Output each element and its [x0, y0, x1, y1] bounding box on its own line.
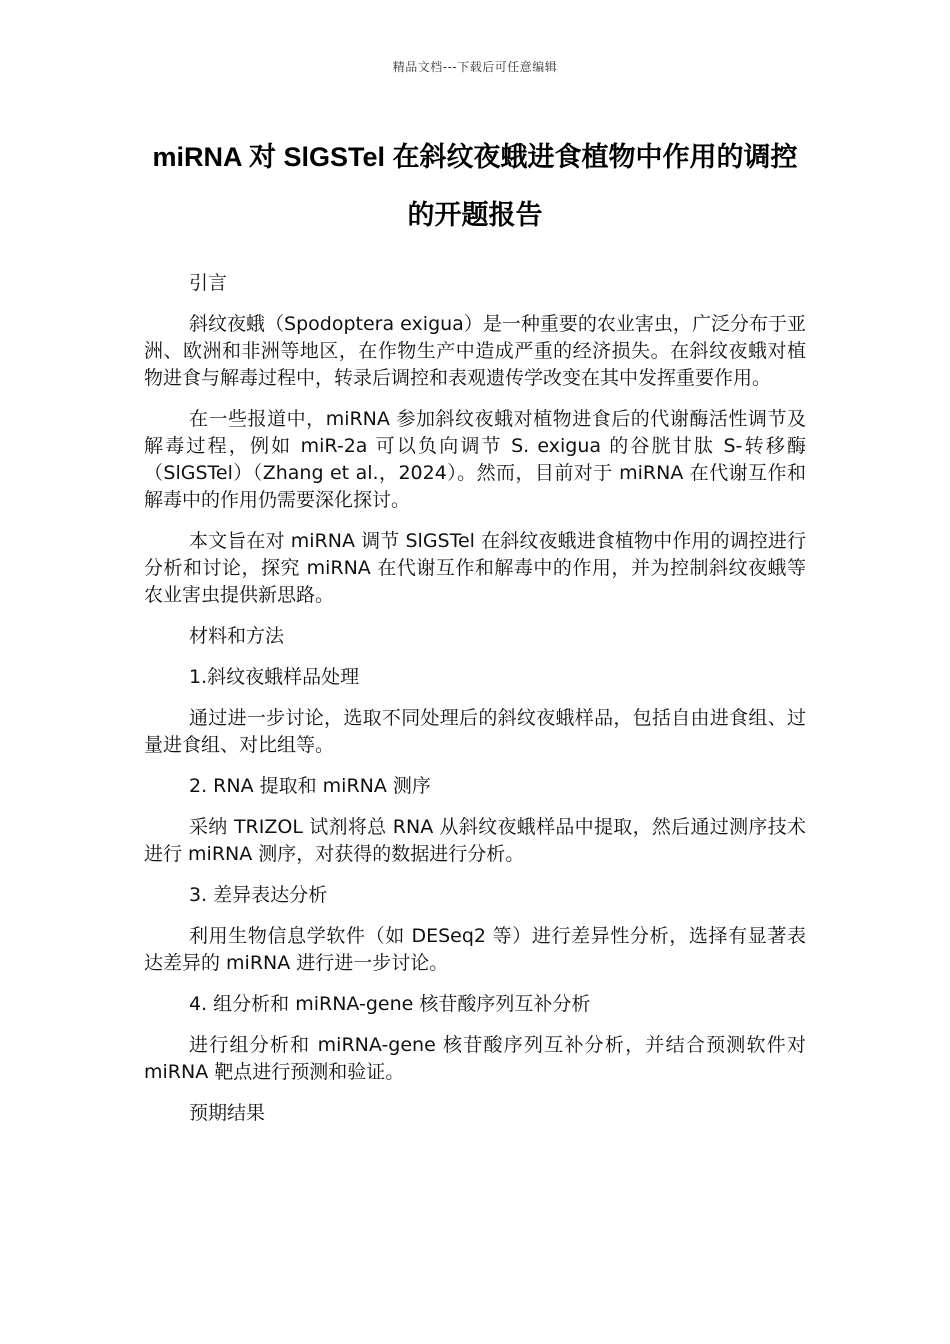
paragraph-differential-expression: 利用生物信息学软件（如 DESeq2 等）进行差异性分析，选择有显著表达差异的 miRNA 进行进一步讨论。: [144, 925, 806, 974]
section-heading-introduction: 引言: [189, 272, 228, 294]
paragraph-intro-3: 本文旨在对 miRNA 调节 SlGSTel 在斜纹夜蛾进食植物中作用的调控进行分析和讨论，探究 miRNA 在代谢互作和解毒中的作用，并为控制斜纹夜蛾等农业害虫提供新思路。: [144, 530, 806, 606]
document-title: miRNA 对 SlGSTel 在斜纹夜蛾进食植物中作用的调控的开题报告: [152, 142, 798, 230]
header-note: 精品文档---下载后可任意编辑: [392, 60, 558, 74]
subheading-sample-processing: 1.斜纹夜蛾样品处理: [189, 666, 360, 688]
document-body: [144, 270, 806, 1141]
paragraph-intro-2: 在一些报道中，miRNA 参加斜纹夜蛾对植物进食后的代谢酶活性调节及解毒过程，例如 miR-2a 可以负向调节 S. exigua 的谷胱甘肽 S-转移酶（SlGSTel）（Zhang et al.，2024）。然而，目前对于 miRNA 在代谢互作和解毒中的作用仍需要深化探讨。: [144, 408, 806, 511]
section-heading-expected-results: 预期结果: [189, 1102, 266, 1124]
paragraph-sample-processing: 通过进一步讨论，选取不同处理后的斜纹夜蛾样品，包括自由进食组、过量进食组、对比组等。: [144, 707, 806, 756]
subheading-differential-expression: 3. 差异表达分析: [189, 884, 328, 906]
paragraph-complementarity-analysis: 进行组分析和 miRNA-gene 核苷酸序列互补分析，并结合预测软件对 miRNA 靶点进行预测和验证。: [144, 1034, 806, 1083]
subheading-rna-extraction: 2. RNA 提取和 miRNA 测序: [189, 775, 431, 797]
paragraph-intro-1: 斜纹夜蛾（Spodoptera exigua）是一种重要的农业害虫，广泛分布于亚洲、欧洲和非洲等地区，在作物生产中造成严重的经济损失。在斜纹夜蛾对植物进食与解毒过程中，转录后调控和表观遗传学改变在其中发挥重要作用。: [144, 313, 806, 389]
subheading-complementarity-analysis: 4. 组分析和 miRNA-gene 核苷酸序列互补分析: [189, 993, 591, 1015]
section-heading-methods: 材料和方法: [189, 625, 285, 647]
paragraph-rna-extraction: 采纳 TRIZOL 试剂将总 RNA 从斜纹夜蛾样品中提取，然后通过测序技术进行 miRNA 测序，对获得的数据进行分析。: [144, 816, 806, 865]
